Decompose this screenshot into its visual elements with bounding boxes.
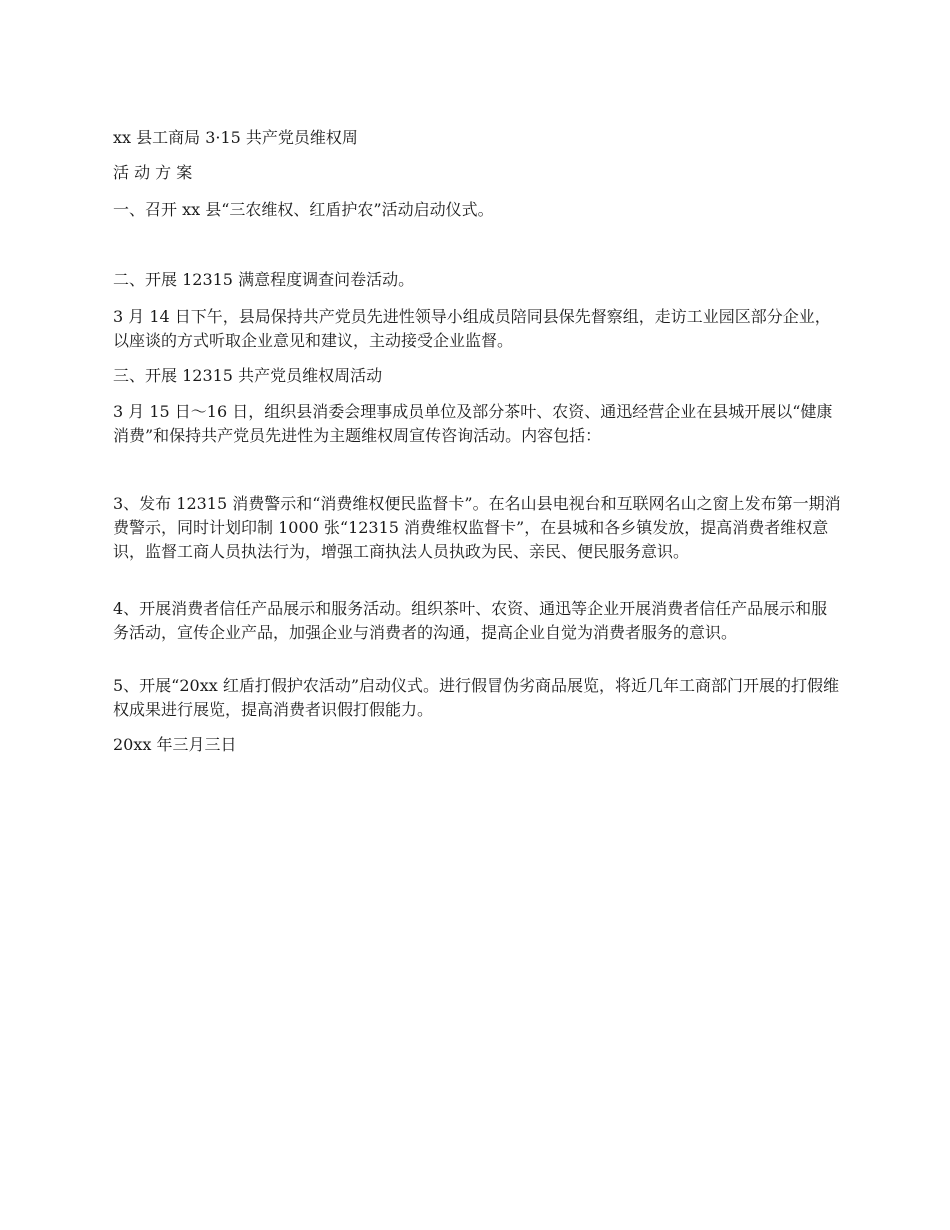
point-3: 3、发布 12315 消费警示和“消费维权便民监督卡”。在名山县电视台和互联网名山之窗上发布第一期消费警示，同时计划印制 1000 张“12315 消费维权监督卡”，在县城和各乡镇发放，提高消费者维权意识，监督工商人员执法行为，增强工商执法人员执政为民、亲民、便民服务意识。 [113, 494, 841, 561]
section-2-body: 3 月 14 日下午，县局保持共产党员先进性领导小组成员陪同县保先督察组，走访工业园区部分企业，以座谈的方式听取企业意见和建议，主动接受企业监督。 [113, 307, 831, 350]
point-5: 5、开展“20xx 红盾打假护农活动”启动仪式。进行假冒伪劣商品展览，将近几年工商部门开展的打假维权成果进行展览，提高消费者识假打假能力。 [113, 676, 840, 719]
section-1-heading: 一、召开 xx 县“三农维权、红盾护农”活动启动仪式。 [113, 200, 494, 219]
title-line-1: xx 县工商局 3·15 共产党员维权周 [113, 128, 358, 147]
section-3-body: 3 月 15 日～16 日，组织县消委会理事成员单位及部分茶叶、农资、通迅经营企业在县城开展以“健康消费”和保持共产党员先进性为主题维权周宣传咨询活动。内容包括： [113, 402, 833, 445]
section-2-heading: 二、开展 12315 满意程度调查问卷活动。 [113, 270, 415, 289]
section-3-heading: 三、开展 12315 共产党员维权周活动 [113, 366, 383, 385]
point-4: 4、开展消费者信任产品展示和服务活动。组织茶叶、农资、通迅等企业开展消费者信任产品展示和服务活动，宣传企业产品，加强企业与消费者的沟通，提高企业自觉为消费者服务的意识。 [113, 599, 828, 642]
document-date: 20xx 年三月三日 [113, 735, 237, 754]
title-line-2: 活 动 方 案 [113, 163, 193, 182]
